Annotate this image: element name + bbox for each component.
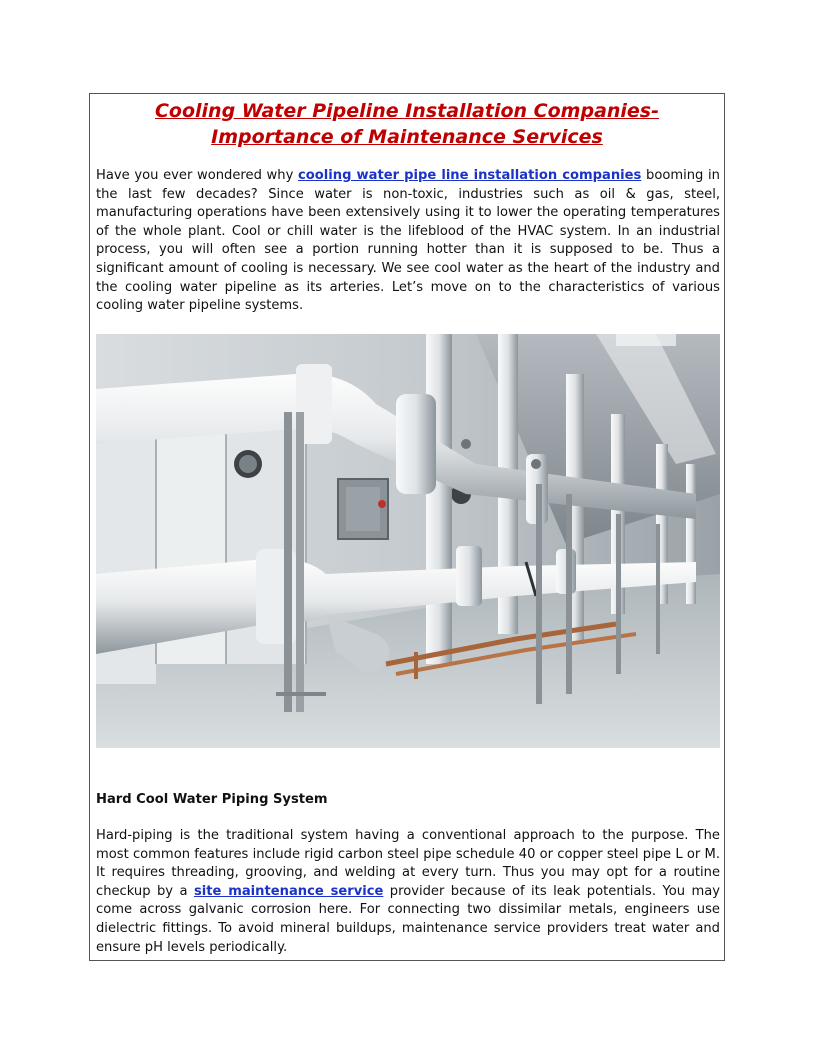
hard-piping-paragraph [96, 827, 720, 957]
intro-text-start: Have you ever wondered why [96, 168, 299, 183]
section-heading-hard-piping: Hard Cool Water Piping System [96, 792, 328, 807]
intro-paragraph [96, 167, 720, 316]
document-frame [89, 93, 725, 961]
hard-piping-text-end: provider because of its leak potentials. You may come across galvanic corrosion here. For connecting two dissimilar metals, engineers use dielectric fittings. To avoid mineral buildups, maintenance service providers treat water and ensure pH levels periodically. [96, 883, 720, 955]
intro-text-end: booming in the last few decades? Since water is non-toxic, industries such as oil & gas, steel, manufacturing operations have been extensively using it to lower the operating temperatures of the whole plant. Cool or chill water is the lifeblood of the HVAC system. In an industrial process, you will often see a portion running hotter than it is supposed to be. Thus a significant amount of cooling is necessary. We see cool water as the heart of the industry and the cooling water pipeline as its arteries. Let’s move on to the characteristics of various cooling water pipeline systems. [96, 168, 720, 314]
page-title [90, 98, 724, 150]
title-line-1: Cooling Water Pipeline Installation Companies- [154, 100, 660, 122]
pipeline-photo-illustration [96, 334, 720, 748]
hard-piping-text-start: Hard-piping is the traditional system having a conventional approach to the purpose. The most common features include rigid carbon steel pipe schedule 40 or copper steel pipe L or M. It requires threading, grooving, and welding at every turn. Thus you may opt for a routine checkup by a [96, 828, 720, 899]
cooling-water-installation-link[interactable]: cooling water pipe line installation companies [298, 168, 642, 183]
pipeline-photo [96, 334, 720, 748]
title-line-2: Importance of Maintenance Services [211, 126, 603, 148]
site-maintenance-service-link[interactable]: site maintenance service [193, 883, 384, 899]
